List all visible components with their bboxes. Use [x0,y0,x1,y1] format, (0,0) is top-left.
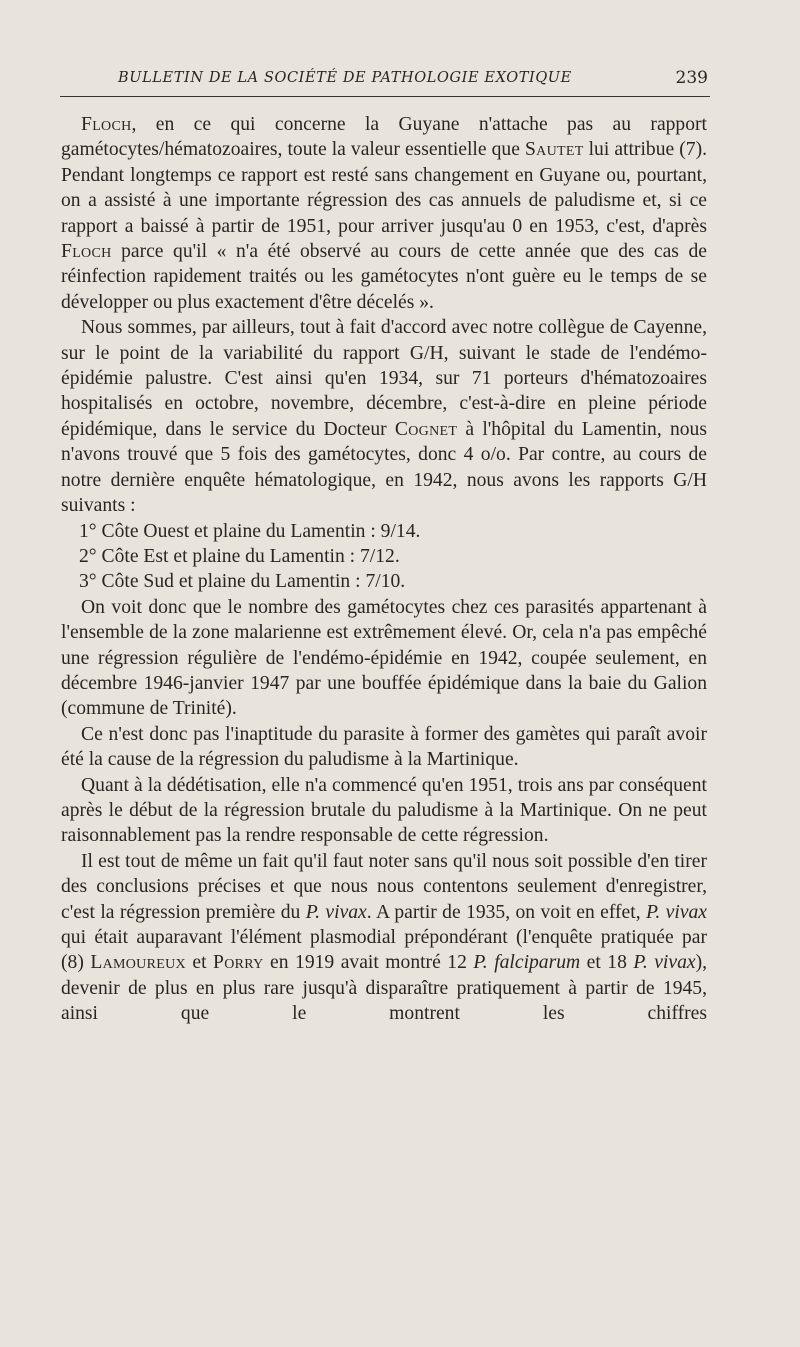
text-run: et [185,952,214,974]
list-item: 1° Côte Ouest et plaine du Lamentin : 9/14. [79,520,421,542]
species-name: P. vivax [305,901,367,923]
text-run: Il est tout de même un fait qu'il faut noter sans qu'il nous soit possible d'en tirer des conclusions précises et que nous nous contentons seulement d'enregistrer, c'est la régression première du [61,850,707,923]
author-porry: Porry [213,952,264,974]
text-run: qui était auparavant l'élément plasmodial prépondérant (l'enquête pratiquée par (8) [61,927,707,974]
text-run: , en ce qui concerne la Guyane n'attache pas au rapport gamétocytes/hématozoaires, toute la valeur essentielle que [61,114,707,161]
paragraph-2 [61,315,707,518]
text-run: parce qu'il « n'a été observé au cours de cette année que des cas de réinfection rapidement traités ou les gamétocytes n'ont guère eu le temps de se développer ou plus exactement d'être décelés ». [61,241,707,313]
paragraph-3: On voit donc que le nombre des gamétocytes chez ces parasités appartenant à l'ensemble de la zone malarienne est extrêmement élevé. Or, cela n'a pas empêché une régression régulière de l'endémo-épidémie en 1942, coupée seulement, en décembre 1946-janvier 1947 par une bouffée épidémique dans la baie du Galion (commune de Trinité). [61,596,707,720]
text-run: et 18 [580,952,634,974]
page-header [60,66,710,97]
list-item: 2° Côte Est et plaine du Lamentin : 7/12. [79,545,400,567]
text-run: lui attribue (7). Pendant longtemps ce rapport est resté sans changement en Guyane ou, pourtant, on a assisté à une importante régression des cas annuels de paludisme et, si ce rapport a baissé à partir de 1951, pour arriver jusqu'au 0 en 1953, c'est, d'après [61,139,707,237]
text-run: en 1919 avait montré 12 [263,952,474,974]
text-run: ), devenir de plus en plus rare jusqu'à disparaître pratiquement à partir de 1945, ainsi que le montrent les chiffres [61,952,708,1025]
species-name: P. vivax [633,952,696,974]
text-run: . A partir de 1935, on voit en effet, [366,901,646,923]
author-floch: Floch [81,114,132,135]
text-run: à l'hôpital du Lamentin, nous n'avons trouvé que 5 fois des gamétocytes, donc 4 o/o. Par contre, au cours de notre dernière enquête hématologique, en 1942, nous avons les rapports G/H suivants : [61,418,707,517]
author-cognet: Cognet [394,418,458,440]
species-name: P. vivax [645,901,708,923]
paragraph-6 [61,849,707,1027]
author-floch: Floch [61,241,112,263]
author-sautet: Sautet [524,139,584,161]
author-lamoureux: Lamoureux [90,952,186,974]
text-run: Nous sommes, par ailleurs, tout à fait d'accord avec notre collègue de Cayenne, sur le point de la variabilité du rapport G/H, suivant le stade de l'endémo-épidémie palustre. C'est ainsi qu'en 1934, sur 71 porteurs d'hématozoaires hospitalisés en octobre, novembre, décembre, c'est-à-dire en pleine période épidémique, dans le service du Docteur [61,317,707,440]
paragraph-1 [61,112,707,315]
page-number: 239 [675,68,708,88]
list-item: 3° Côte Sud et plaine du Lamentin : 7/10. [79,571,406,593]
paragraph-4: Ce n'est donc pas l'inaptitude du parasite à former des gamètes qui paraît avoir été la cause de la régression du paludisme à la Martinique. [61,723,707,771]
species-name: P. falciparum [473,952,581,974]
paragraph-5: Quant à la dédétisation, elle n'a commencé qu'en 1951, trois ans par conséquent après le début de la régression brutale du paludisme à la Martinique. On ne peut raisonnablement pas la rendre responsable de cette régression. [61,774,707,847]
body-text [61,112,707,1027]
running-title: BULLETIN DE LA SOCIÉTÉ DE PATHOLOGIE EXOTIQUE [118,70,572,86]
